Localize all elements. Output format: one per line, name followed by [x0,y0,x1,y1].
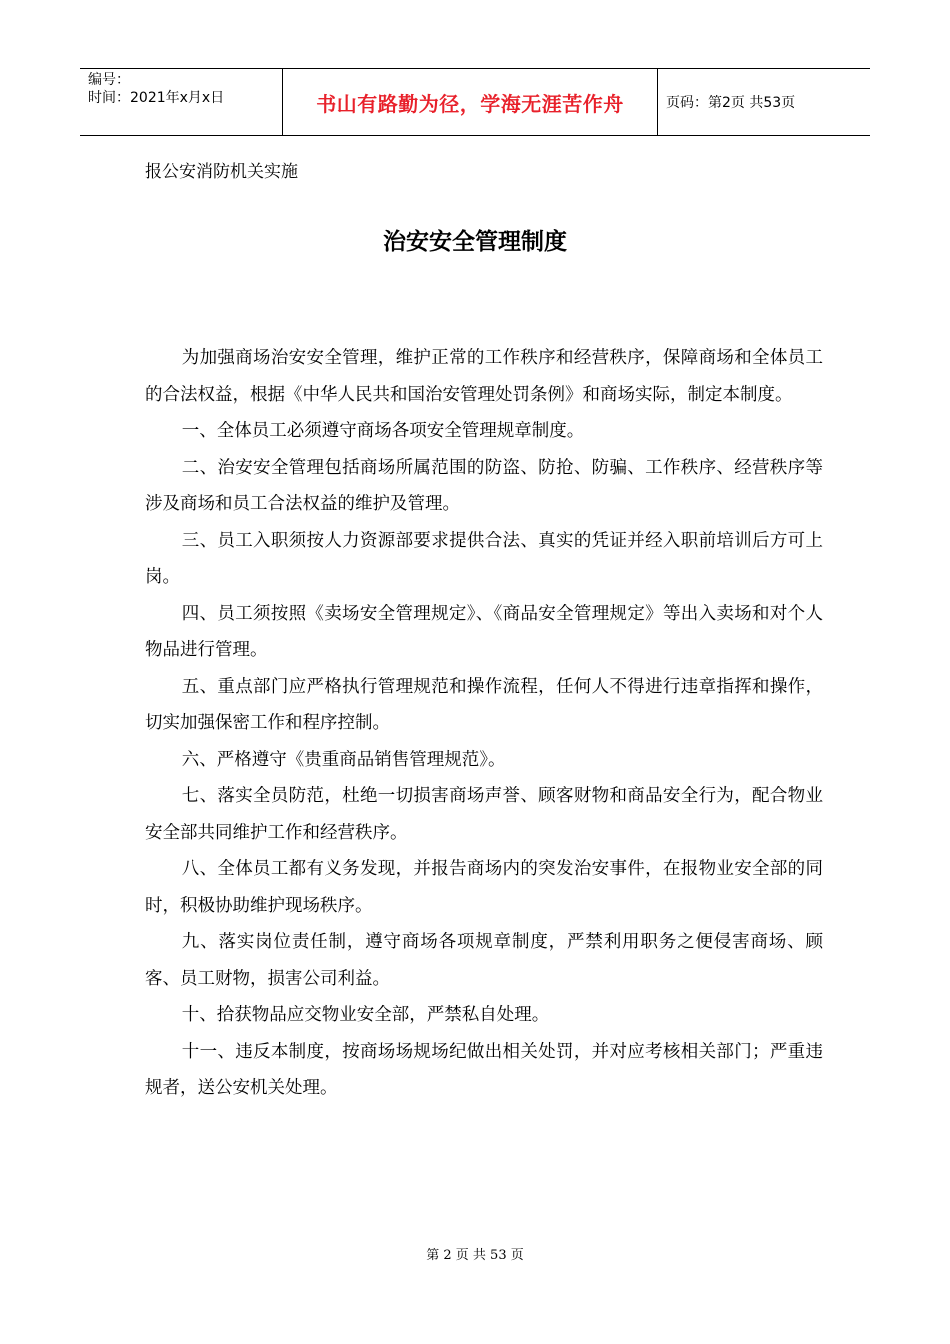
document-title: 治安安全管理制度 [383,229,567,255]
paragraph: 三、员工入职须按人力资源部要求提供合法、真实的凭证并经入职前培训后方可上岗。 [145,530,823,587]
page-header [80,68,870,136]
paragraph: 六、严格遵守《贵重商品销售管理规范》。 [181,749,506,770]
document-number-label: 编号： [88,72,130,88]
paragraph: 四、员工须按照《卖场安全管理规定》、《商品安全管理规定》等出入卖场和对个人物品进行管理。 [145,603,823,660]
paragraph: 九、落实岗位责任制，遵守商场各项规章制度，严禁利用职务之便侵害商场、顾客、员工财物，损害公司利益。 [145,932,823,989]
page-footer: 第 2 页 共 53 页 [426,1248,524,1263]
paragraph: 十一、违反本制度，按商场场规场纪做出相关处罚，并对应考核相关部门；严重违规者，送公安机关处理。 [145,1041,823,1098]
paragraph: 七、落实全员防范，杜绝一切损害商场声誉、顾客财物和商品安全行为，配合物业安全部共同维护工作和经营秩序。 [145,786,823,843]
document-time-label: 时间：2021年x月x日 [88,90,225,106]
paragraph: 十、拾获物品应交物业安全部，严禁私自处理。 [181,1005,550,1025]
paragraph: 二、治安安全管理包括商场所属范围的防盗、防抢、防骗、工作秩序、经营秩序等涉及商场和员工合法权益的维护及管理。 [145,457,823,514]
header-motto: 书山有路勤为径，学海无涯苦作舟 [282,69,658,135]
paragraph: 一、全体员工必须遵守商场各项安全管理规章制度。 [181,421,585,441]
paragraph: 为加强商场治安安全管理，维护正常的工作秩序和经营秩序，保障商场和全体员工的合法权益，根据《中华人民共和国治安管理处罚条例》和商场实际，制定本制度。 [145,348,823,405]
paragraph: 五、重点部门应严格执行管理规范和操作流程，任何人不得进行违章指挥和操作，切实加强保密工作和程序控制。 [145,676,823,733]
header-meta [80,69,282,135]
intro-line: 报公安消防机关实施 [145,162,298,182]
paragraph: 八、全体员工都有义务发现，并报告商场内的突发治安事件，在报物业安全部的同时，积极协助维护现场秩序。 [145,859,823,916]
document-body [145,340,823,1107]
header-page-number: 页码：第2页 共53页 [666,95,796,111]
